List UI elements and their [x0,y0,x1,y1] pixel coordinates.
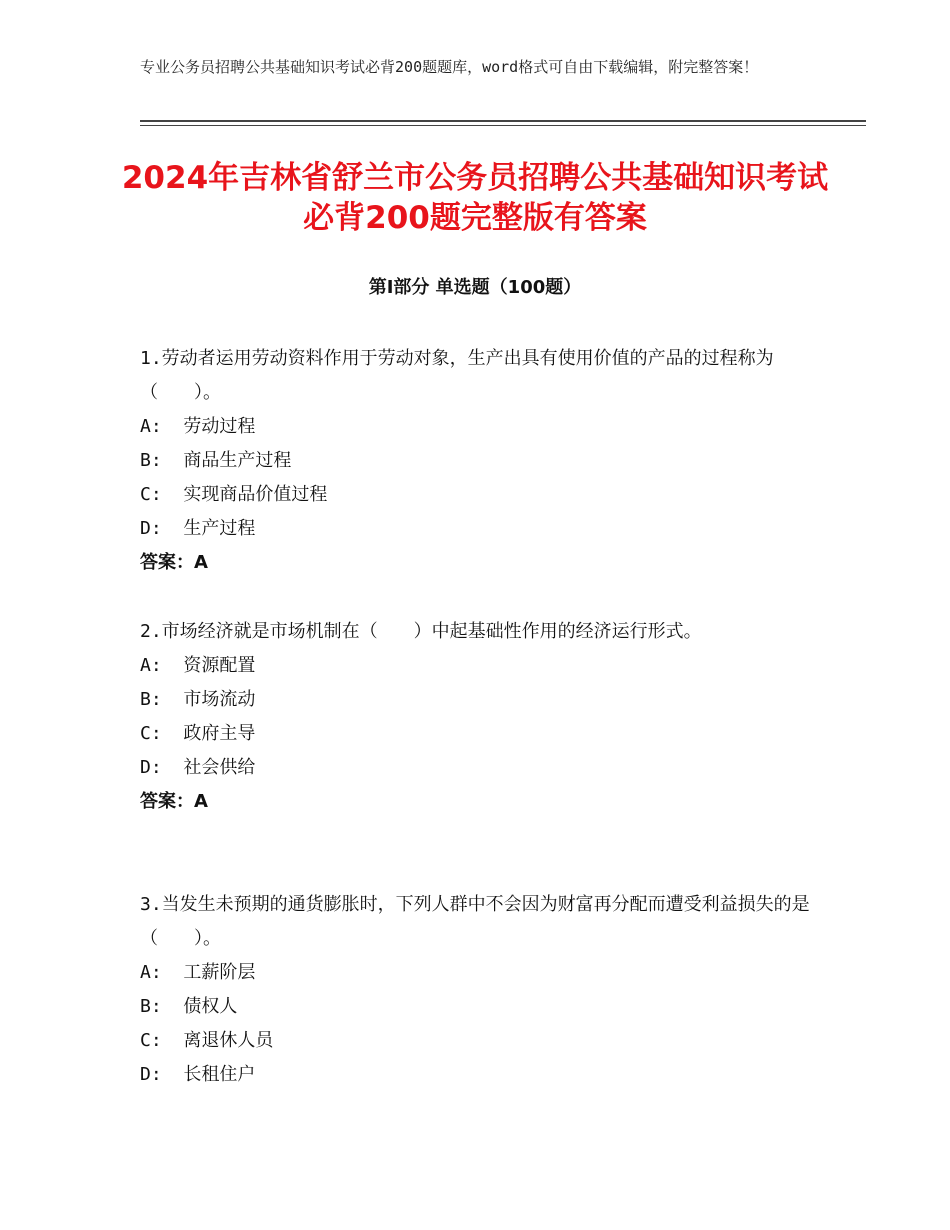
option-a: A: 工薪阶层 [140,962,256,983]
document-title: 2024年吉林省舒兰市公务员招聘公共基础知识考试必背200题完整版有答案 [121,160,829,236]
option-d: D: 生产过程 [140,518,256,539]
section-heading: 第Ⅰ部分 单选题（100题） [368,277,582,298]
option-a: A: 劳动过程 [140,416,256,437]
question-stem: 1.劳动者运用劳动资料作用于劳动对象，生产出具有使用价值的产品的过程称为（ ）。 [140,348,774,403]
answer-line: 答案：A [140,791,208,812]
header-divider [140,120,866,126]
header-note: 专业公务员招聘公共基础知识考试必背200题题库，word格式可自由下载编辑，附完整答案！ [140,58,759,76]
option-d: D: 长租住户 [140,1064,256,1085]
option-c: C: 政府主导 [140,723,256,744]
question-2 [140,615,820,819]
option-b: B: 市场流动 [140,689,256,710]
option-a: A: 资源配置 [140,655,256,676]
question-3 [140,888,820,1092]
question-1 [140,342,820,580]
option-b: B: 债权人 [140,996,238,1017]
question-stem: 2.市场经济就是市场机制在（ ）中起基础性作用的经济运行形式。 [140,621,702,642]
answer-line: 答案：A [140,552,208,573]
question-stem: 3.当发生未预期的通货膨胀时，下列人群中不会因为财富再分配而遭受利益损失的是（ ）。 [140,894,810,949]
option-d: D: 社会供给 [140,757,256,778]
option-b: B: 商品生产过程 [140,450,292,471]
option-c: C: 离退休人员 [140,1030,274,1051]
option-c: C: 实现商品价值过程 [140,484,328,505]
